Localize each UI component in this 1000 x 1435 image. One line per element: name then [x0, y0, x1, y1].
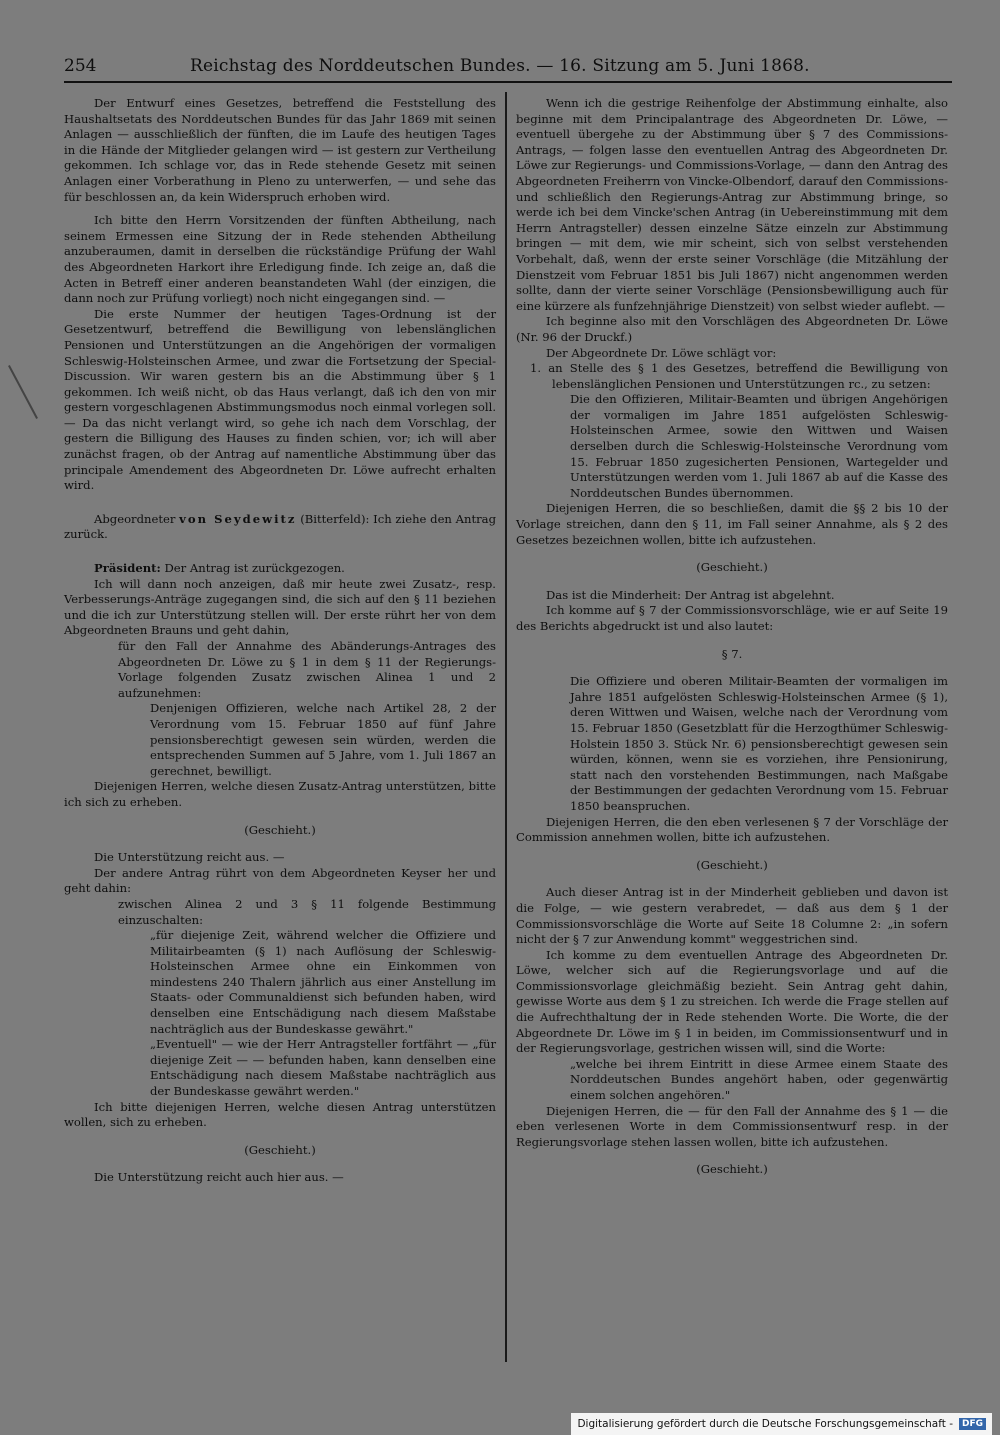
column-divider [505, 92, 507, 1362]
paragraph: Ich komme auf § 7 der Commissionsvorschläge, wie er auf Seite 19 des Berichts abgedruckt ist und also lautet: [516, 603, 948, 633]
quoted-motion: für den Fall der Annahme des Abänderungs-Antrages des Abgeordneten Dr. Löwe zu § 1 in dem § 11 der Regierungs-Vorlage folgenden Zusatz zwischen Alinea 1 und 2 aufzunehmen: [118, 639, 496, 700]
quoted-motion: Die Offiziere und oberen Militair-Beamten der vormaligen im Jahre 1851 aufgelösten Schleswig-Holsteinschen Armee (§ 1), deren Wittwen und Waisen, welche nach der Verordnung vom 15. Februar 1850 (Gesetzblatt für die Herzogthümer Schleswig-Holstein 1850 3. Stück Nr. 6) pensionsberechtigt gewesen sein würden, können, wenn sie es vorziehen, ihre Pensionirung, statt nach den vorstehenden Bestimmungen, nach Maßgabe der Bestimmungen der gedachten Verordnung vom 15. Februar 1850 beanspruchen. [570, 674, 948, 813]
speaker-paragraph [64, 561, 496, 577]
paragraph: Die Unterstützung reicht aus. — [94, 850, 285, 865]
paragraph: Ich bitte diejenigen Herren, welche diesen Antrag unterstützen wollen, sich zu erheben. [64, 1099, 496, 1130]
paragraph: Die Unterstützung reicht auch hier aus. — [94, 1170, 344, 1185]
paragraph: Ich komme zu dem eventuellen Antrage des Abgeordneten Dr. Löwe, welcher sich auf die Regierungsvorlage und auf die Commissionsvorlage gleichmäßig bezieht. Sein Antrag geht dahin, gewisse Worte aus dem § 1 zu streichen. Ich werde die Frage stellen auf die Aufrechthaltung der in Rede stehenden Worte. Die Worte, die der Abgeordnete Dr. Löwe im § 1 in beiden, im Commissionsentwurf und in der Regierungsvorlage, gestrichen wissen will, sind die Worte: [516, 947, 948, 1056]
paragraph: Diejenigen Herren, die — für den Fall der Annahme des § 1 — die eben verlesenen Worte in dem Commissionsentwurf resp. in der Regierungsvorlage stehen lassen wollen, bitte ich aufzustehen. [516, 1103, 948, 1149]
stage-direction: (Geschieht.) [696, 1162, 768, 1177]
quoted-motion: Die den Offizieren, Militair-Beamten und übrigen Angehörigen der vormaligen im Jahre 1851 aufgelösten Schleswig-Holsteinschen Armee, sowie den Wittwen und Waisen derselben durch die Schleswig-Holsteinsche Verordnung vom 15. Februar 1850 zugesicherten Pensionen, Wartegelder und Unterstützungen werden vom 1. Juli 1867 ab auf die Kasse des Norddeutschen Bundes übernommen. [570, 392, 948, 500]
quoted-motion: „welche bei ihrem Eintritt in diese Armee einem Staate des Norddeutschen Bundes angehört haben, oder gegenwärtig einem solchen angehören." [570, 1056, 948, 1103]
stage-direction: (Geschieht.) [244, 1142, 316, 1157]
paragraph: Diejenigen Herren, welche diesen Zusatz-Antrag unterstützen, bitte ich sich zu erheben. [64, 779, 496, 809]
header-rule [64, 81, 952, 83]
dfg-logo-icon: DFG [959, 1418, 986, 1430]
paragraph: Ich beginne also mit den Vorschlägen des Abgeordneten Dr. Löwe (Nr. 96 der Druckf.) [516, 314, 948, 344]
stage-direction: (Geschieht.) [696, 560, 768, 575]
quoted-motion: „Eventuell" — wie der Herr Antragsteller fortfährt — „für diejenige Zeit — — befunden haben, kann denselben eine Entschädigung nach diesem Maßstabe nachträglich aus der Bundeskasse gewährt werden." [150, 1037, 496, 1099]
quoted-motion: zwischen Alinea 2 und 3 § 11 folgende Bestimmung einzuschalten: [118, 896, 496, 927]
paragraph: Ich bitte den Herrn Vorsitzenden der fünften Abtheilung, nach seinem Ermessen eine Sitzung der in Rede stehenden Abtheilung anzuberaumen, damit in derselben die rückständige Prüfung der Wahl des Abgeordneten Harkort ihre Erledigung finde. Ich zeige an, daß die Acten in Betreff einer anderen beanstandeten Wahl (der einzigen, die dann noch zur Prüfung vorliegt) noch nicht eingegangen sind. — [64, 213, 496, 306]
footer-text: Digitalisierung gefördert durch die Deutsche Forschungsgemeinschaft - [577, 1418, 953, 1430]
margin-pencil-mark [8, 365, 38, 419]
speaker-paragraph [64, 512, 496, 543]
speaker-role: Abgeordneter [94, 511, 176, 526]
stage-direction: (Geschieht.) [244, 822, 316, 837]
section-heading: § 7. [721, 646, 743, 661]
speaker-name: von Seydewitz [179, 511, 297, 526]
paragraph: Wenn ich die gestrige Reihenfolge der Abstimmung einhalte, also beginne mit dem Principalantrage des Abgeordneten Dr. Löwe, — eventuell übergehe zu der Abstimmung über § 7 des Commissions-Antrags, — folgen lasse den eventuellen Antrag des Abgeordneten Dr. Löwe zur Regierungs- und Commissions-Vorlage, — dann den Antrag des Abgeordneten Freiherrn von Vincke-Olbendorf, darauf den Commissions- und schließlich den Regierungs-Antrag zur Abstimmung bringe, so werde ich bei dem Vincke'schen Antrag (in Uebereinstimmung mit dem Herrn Antragsteller) dessen einzelne Sätze einzeln zur Abstimmung bringen — mit dem, wie mir scheint, sich von selbst verstehenden Vorbehalt, daß, wenn der erste seiner Vorschläge (die Mitzählung der Dienstzeit vom Februar 1851 bis Juli 1867) nicht angenommen werden sollte, dann der vierte seiner Vorschläge (Pensionsbewilligung auch für eine kürzere als funfzehnjährige Dienstzeit) von selbst wieder auflebt. — [516, 96, 948, 313]
paragraph: Der andere Antrag rührt von dem Abgeordneten Keyser her und geht dahin: [64, 865, 496, 896]
paragraph: Diejenigen Herren, die den eben verlesenen § 7 der Vorschläge der Commission annehmen wollen, bitte ich aufzustehen. [516, 814, 948, 845]
speaker-name: Präsident: [94, 561, 161, 576]
numbered-motion: 1. an Stelle des § 1 des Gesetzes, betreffend die Bewilligung von lebenslänglichen Pensionen und Unterstützungen rc., zu setzen: [530, 361, 948, 391]
paragraph: Der Abgeordnete Dr. Löwe schlägt vor: [546, 345, 777, 360]
stage-direction: (Geschieht.) [696, 857, 768, 872]
left-column [64, 96, 496, 1186]
speech-text: (Bitterfeld): Ich ziehe den Antrag zurück. [64, 511, 497, 542]
page-header [64, 56, 952, 82]
quoted-motion: Denjenigen Offizieren, welche nach Artikel 28, 2 der Verordnung vom 15. Februar 1850 auf fünf Jahre pensionsberechtigt gewesen sein würden, werden die entsprechenden Summen auf 5 Jahre, vom 1. Juli 1867 an gerechnet, bewilligt. [150, 701, 496, 778]
paragraph: Auch dieser Antrag ist in der Minderheit geblieben und davon ist die Folge, — wie gestern verabredet, — daß aus dem § 1 der Commissionsvorschläge die Worte auf Seite 18 Columne 2: „in sofern nicht der § 7 zur Anwendung kommt" weggestrichen sind. [516, 885, 948, 947]
paragraph: Die erste Nummer der heutigen Tages-Ordnung ist der Gesetzentwurf, betreffend die Bewilligung von lebenslänglichen Pensionen und Unterstützungen an die Angehörigen der vormaligen Schleswig-Holsteinschen Armee, und zwar die Fortsetzung der Special-Discussion. Wir waren gestern bis an die Abstimmung über § 1 gekommen. Ich weiß nicht, ob das Haus verlangt, daß ich den von mir gestern vorgeschlagenen Abstimmungsmodus noch einmal vorlegen soll. — Da das nicht verlangt wird, so gehe ich nach dem Vorschlag, der gestern die Billigung des Hauses zu finden schien, vor; ich will aber zunächst fragen, ob der Antrag auf namentliche Abstimmung über das principale Amendement des Abgeordneten Dr. Löwe aufrecht erhalten wird. [64, 306, 496, 493]
quoted-motion: „für diejenige Zeit, während welcher die Offiziere und Militairbeamten (§ 1) nach Auflösung der Schleswig-Holsteinschen Armee ohne ein Einkommen von mindestens 240 Thalern jährlich aus einer Anstellung im Staats- oder Communaldienst sich befunden haben, wird denselben eine Entschädigung nach diesem Maßstabe nachträglich aus der Bundeskasse gewährt." [150, 928, 496, 1036]
paragraph: Der Entwurf eines Gesetzes, betreffend die Feststellung des Haushaltsetats des Norddeutschen Bundes für das Jahr 1869 mit seinen Anlagen — ausschließlich der fünften, die im Laufe des heutigen Tages in die Hände der Mitglieder gelangen wird — ist gestern zur Vertheilung gekommen. Ich schlage vor, das in Rede stehende Gesetz mit seinen Anlagen einer Vorberathung in Pleno zu unterwerfen, — und sehe das für beschlossen an, da kein Widerspruch erhoben wird. [64, 96, 496, 204]
running-title: Reichstag des Norddeutschen Bundes. — 16. Sitzung am 5. Juni 1868. [190, 56, 810, 76]
paragraph: Das ist die Minderheit: Der Antrag ist abgelehnt. [546, 587, 835, 602]
paragraph: Diejenigen Herren, die so beschließen, damit die §§ 2 bis 10 der Vorlage streichen, dann den § 11, im Fall seiner Annahme, als § 2 des Gesetzes bezeichnen wollen, bitte ich aufzustehen. [516, 501, 948, 547]
right-column [516, 96, 948, 1190]
speech-text: Der Antrag ist zurückgezogen. [164, 561, 345, 576]
page-number: 254 [64, 56, 97, 76]
paragraph: Ich will dann noch anzeigen, daß mir heute zwei Zusatz-, resp. Verbesserungs-Anträge zugegangen sind, die sich auf den § 11 beziehen und die ich zur Unterstützung stellen will. Der erste rührt her von dem Abgeordneten Brauns und geht dahin, [64, 576, 496, 638]
